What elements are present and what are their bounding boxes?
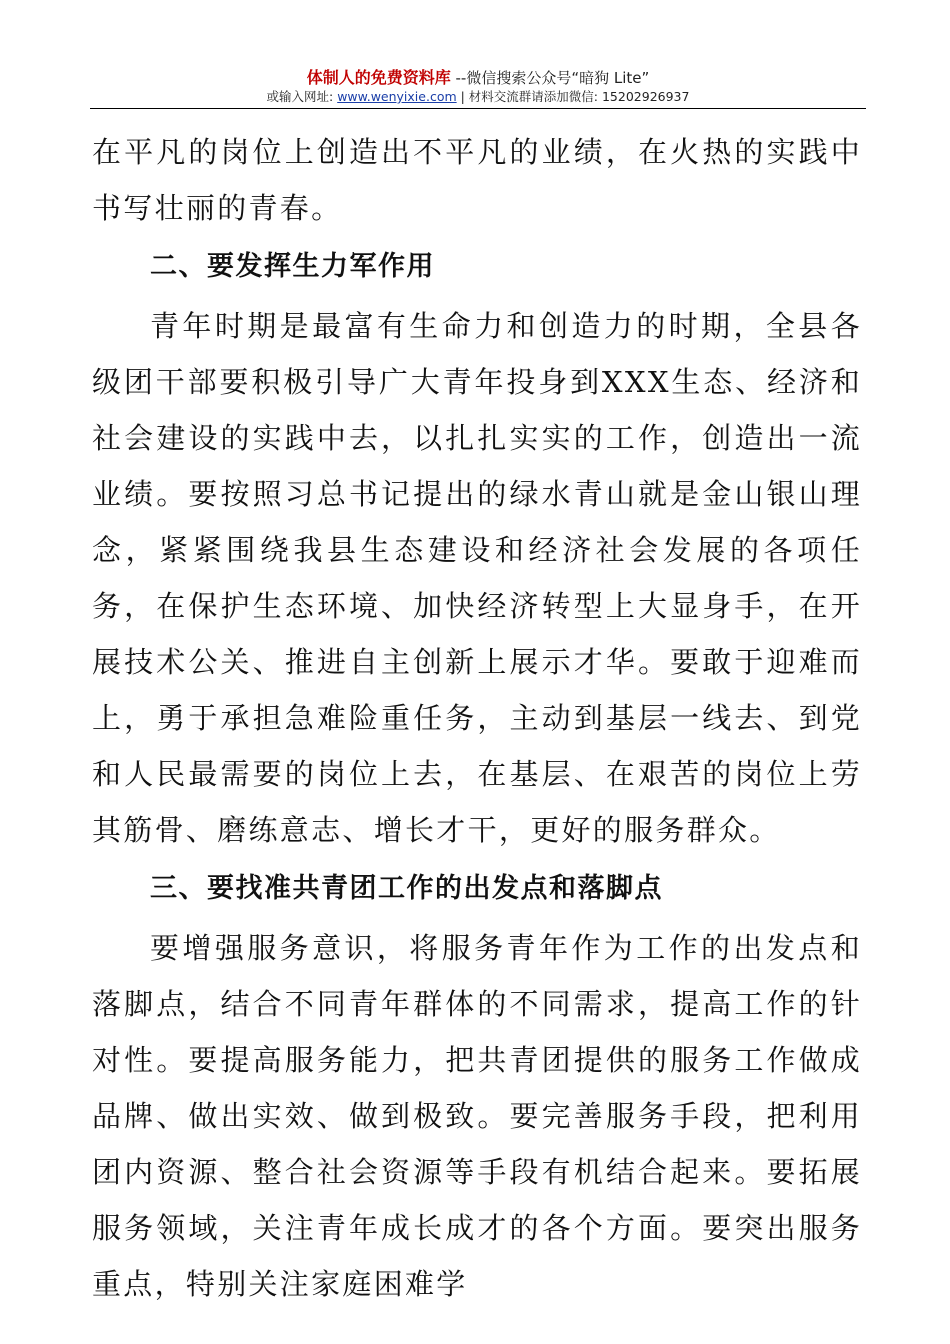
paragraph-section-2: 青年时期是最富有生命力和创造力的时期，全县各级团干部要积极引导广大青年投身到XXX生态、经济和社会建设的实践中去，以扎扎实实的工作，创造出一流业绩。要按照习总书记提出的绿水青山就是金山银山理念，紧紧围绕我县生态建设和经济社会发展的各项任务，在保护生态环境、加快经济转型上大显身手，在开展技术公关、推进自主创新上展示才华。要敢于迎难而上，勇于承担急难险重任务，主动到基层一线去、到党和人民最需要的岗位上去，在基层、在艰苦的岗位上劳其筋骨、磨练意志、增长才干，更好的服务群众。 (92, 309, 862, 847)
header-contact-line (90, 88, 866, 105)
page-header (90, 68, 866, 105)
paragraph-section-3: 要增强服务意识，将服务青年作为工作的出发点和落脚点，结合不同青年群体的不同需求，提高工作的针对性。要提高服务能力，把共青团提供的服务工作做成品牌、做出实效、做到极致。要完善服务手段，把利用团内资源、整合社会资源等手段有机结合起来。要拓展服务领域，关注青年成长成才的各个方面。要突出服务重点，特别关注家庭困难学 (92, 931, 862, 1301)
header-divider (90, 108, 866, 109)
site-link[interactable]: www.wenyixie.com (337, 89, 457, 104)
brand-title: 体制人的免费资料库 (306, 68, 451, 87)
header-banner (90, 68, 866, 88)
section-heading-2: 二、要发挥生力军作用 (150, 251, 435, 282)
site-prefix: 或输入网址: (266, 89, 338, 104)
document-body (92, 124, 862, 1312)
paragraph-intro: 在平凡的岗位上创造出不平凡的业绩，在火热的实践中书写壮丽的青春。 (92, 135, 862, 225)
header-tagline: --微信搜索公众号“暗狗 Lite” (450, 69, 650, 87)
contact-info: | 材料交流群请添加微信: 15202926937 (456, 89, 690, 104)
section-heading-3: 三、要找准共青团工作的出发点和落脚点 (150, 873, 663, 904)
